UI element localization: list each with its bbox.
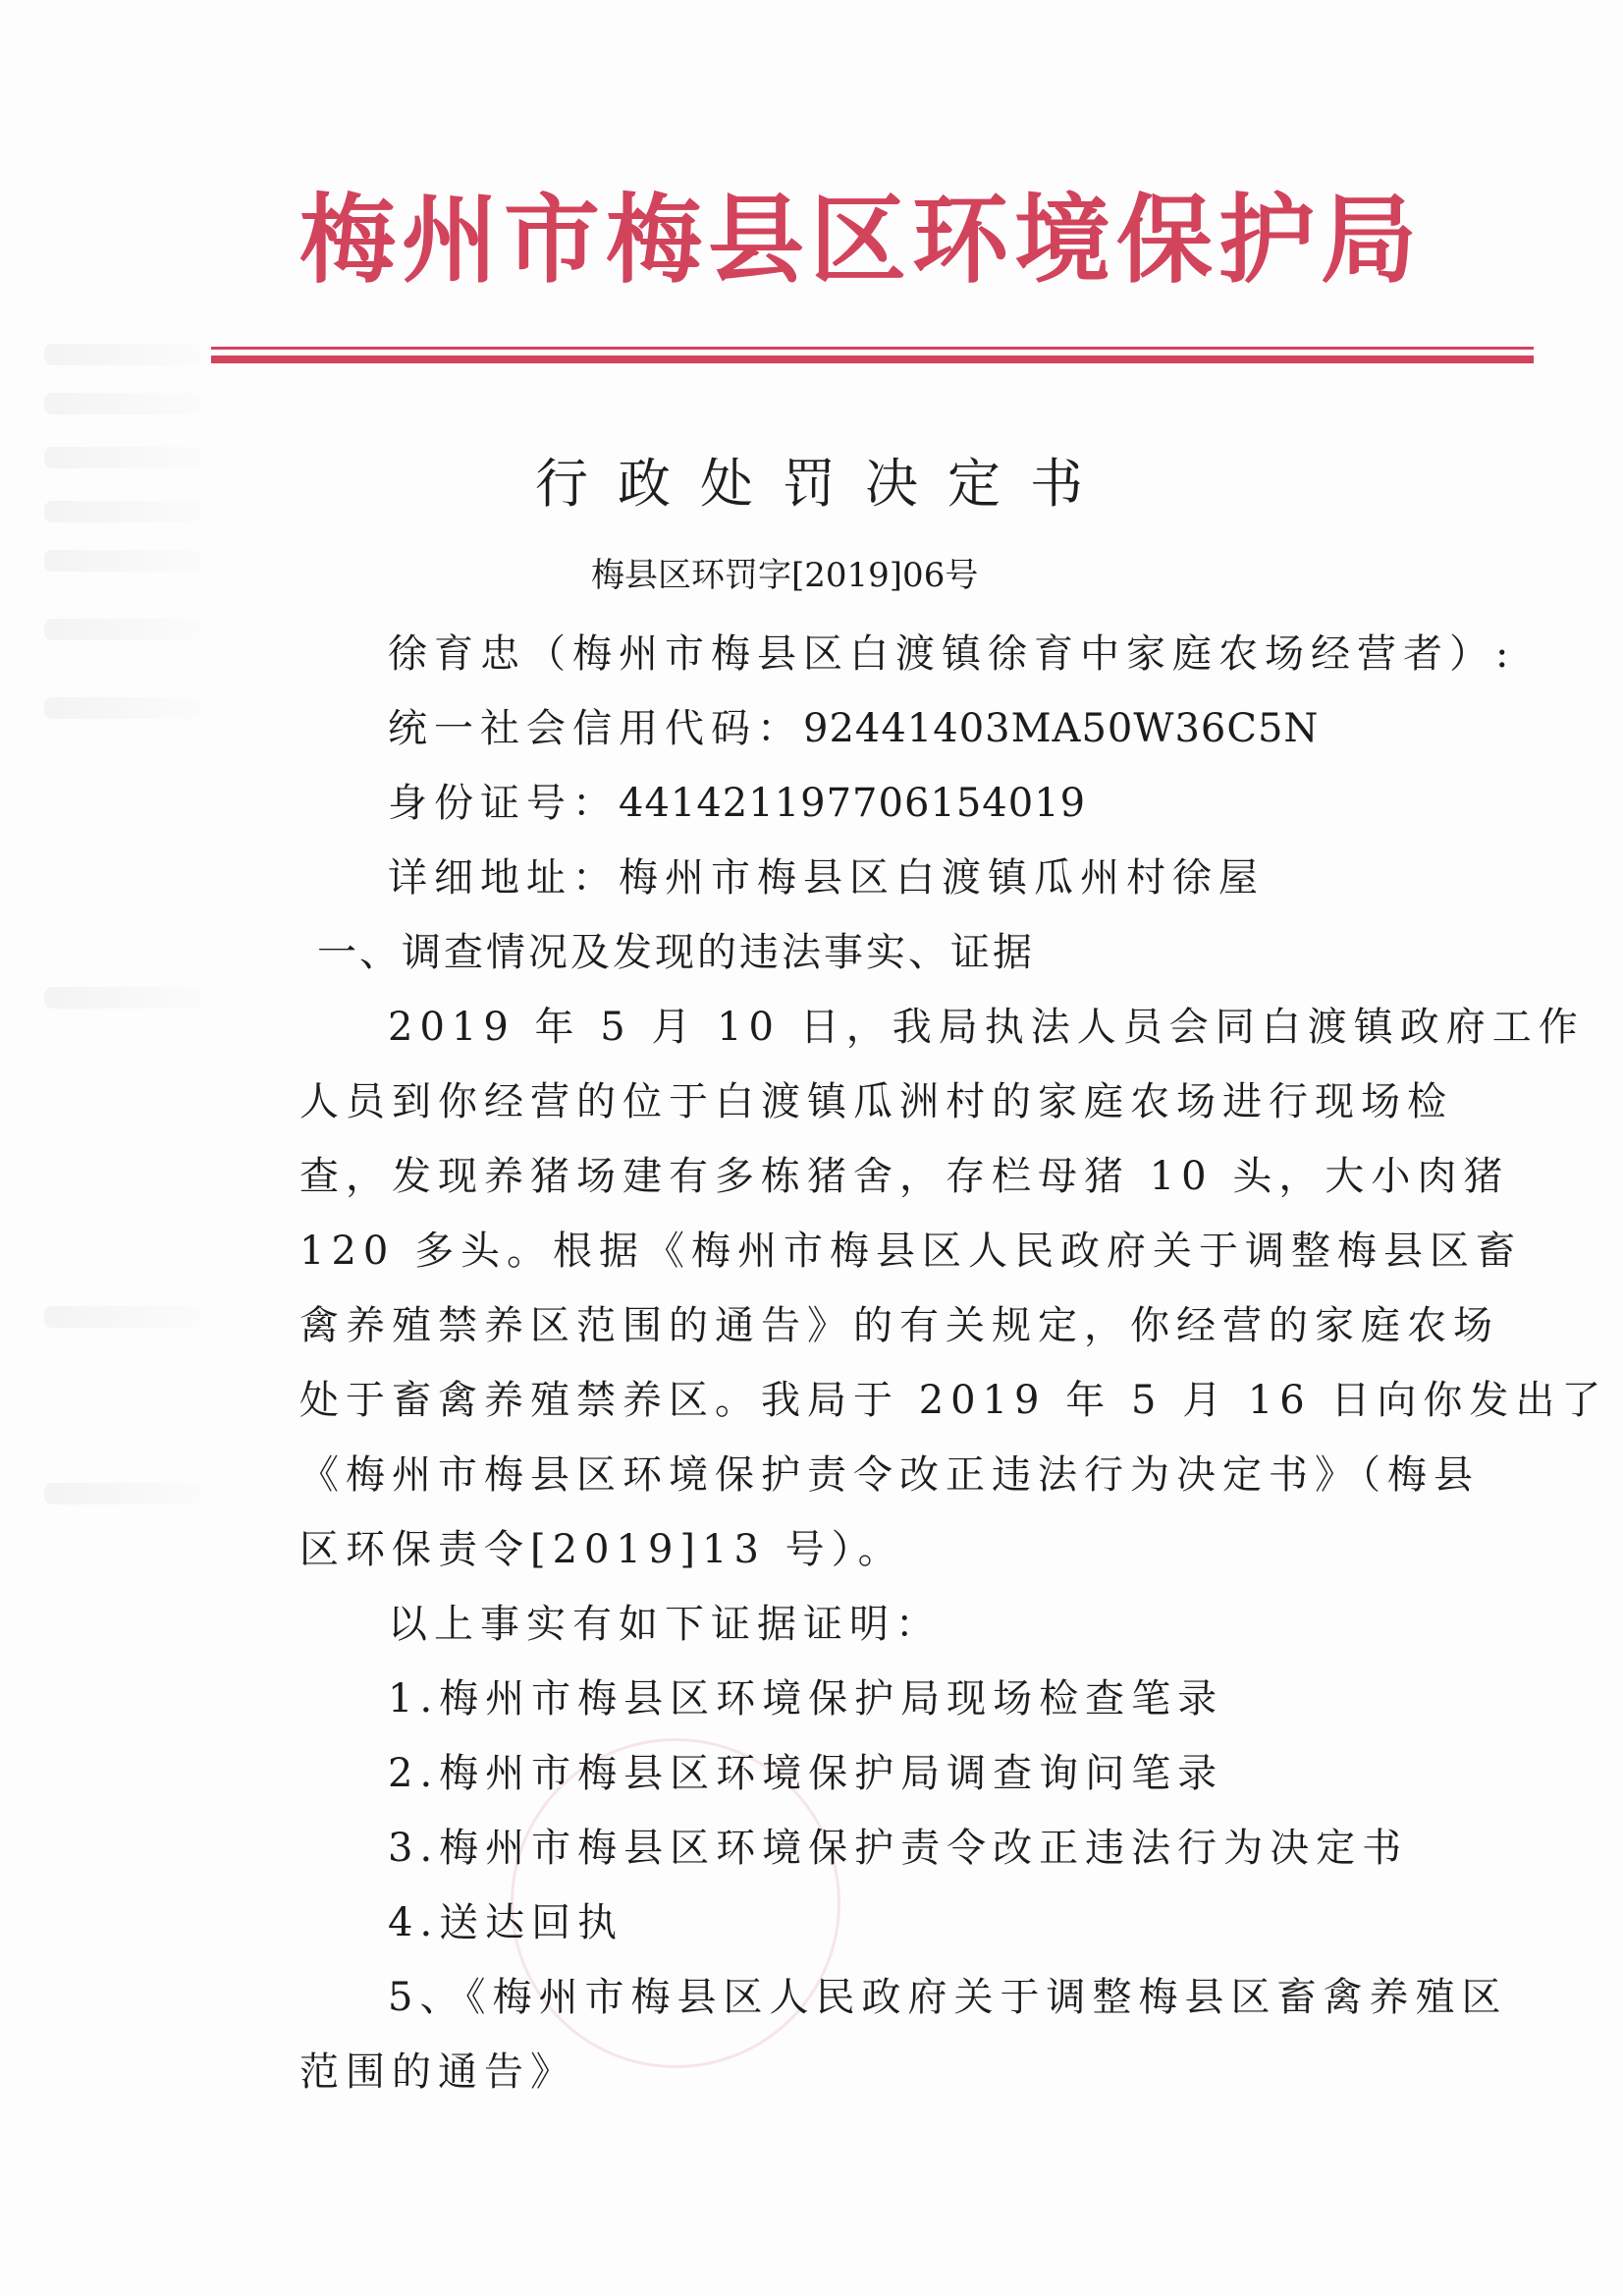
- evidence-item: 5、《梅州市梅县区人民政府关于调整梅县区畜禽养殖区: [388, 1975, 1508, 2020]
- scan-artifact: [44, 501, 201, 522]
- scan-artifact: [44, 619, 201, 640]
- section-heading: 一、调查情况及发现的违法事实、证据: [317, 930, 1035, 975]
- credit-code-line: [388, 703, 1319, 754]
- body-paragraph-line: 人员到你经营的位于白渡镇瓜洲村的家庭农场进行现场检: [299, 1079, 1453, 1124]
- document-title: 行政处罚决定书: [535, 453, 1112, 515]
- agency-letterhead: 梅州市梅县区环境保护局: [299, 184, 1424, 297]
- letterhead-rule-thick: [211, 355, 1534, 363]
- credit-code-label: 统一社会信用代码：: [388, 706, 803, 751]
- scan-artifact: [44, 344, 201, 365]
- body-paragraph-line: 区环保责令[2019]13 号）。: [299, 1527, 904, 1572]
- address-value: 梅州市梅县区白渡镇瓜州村徐屋: [619, 855, 1265, 901]
- id-number-line: [388, 778, 1086, 829]
- evidence-intro: 以上事实有如下证据证明：: [388, 1602, 942, 1647]
- scan-artifact: [44, 987, 201, 1009]
- scan-artifact: [44, 550, 201, 572]
- evidence-item: 3.梅州市梅县区环境保护责令改正违法行为决定书: [388, 1826, 1409, 1871]
- document-number: 梅县区环罚字[2019]06号: [591, 556, 979, 595]
- credit-code-value: 92441403MA50W36C5N: [803, 706, 1320, 751]
- body-paragraph-line: 《梅州市梅县区环境保护责令改正违法行为决定书》（梅县: [299, 1452, 1480, 1498]
- party-name-line: 徐育忠（梅州市梅县区白渡镇徐育中家庭农场经营者）:: [388, 631, 1516, 677]
- body-paragraph-line: 120 多头。根据《梅州市梅县区人民政府关于调整梅县区畜: [299, 1229, 1523, 1274]
- body-paragraph-line: 2019 年 5 月 10 日，我局执法人员会同白渡镇政府工作: [388, 1005, 1585, 1050]
- evidence-item-continuation: 范围的通告》: [299, 2050, 576, 2095]
- address-line: [388, 852, 1265, 903]
- body-paragraph-line: 处于畜禽养殖禁养区。我局于 2019 年 5 月 16 日向你发出了: [299, 1378, 1608, 1423]
- body-paragraph-line: 查，发现养猪场建有多栋猪舍，存栏母猪 10 头，大小肉猪: [299, 1154, 1510, 1199]
- body-paragraph-line: 禽养殖禁养区范围的通告》的有关规定，你经营的家庭农场: [299, 1303, 1499, 1348]
- scan-artifact: [44, 447, 201, 468]
- scan-artifact: [44, 393, 201, 414]
- letterhead-rule-thin: [211, 347, 1534, 350]
- scan-artifact: [44, 1483, 201, 1504]
- evidence-item: 1.梅州市梅县区环境保护局现场检查笔录: [388, 1676, 1224, 1722]
- scan-artifact: [44, 1306, 201, 1328]
- id-label: 身份证号：: [388, 781, 619, 826]
- scan-artifact: [44, 697, 201, 719]
- id-value: 441421197706154019: [619, 781, 1087, 826]
- evidence-item: 4.送达回执: [388, 1900, 624, 1945]
- evidence-item: 2.梅州市梅县区环境保护局调查询问笔录: [388, 1751, 1224, 1796]
- address-label: 详细地址：: [388, 855, 619, 901]
